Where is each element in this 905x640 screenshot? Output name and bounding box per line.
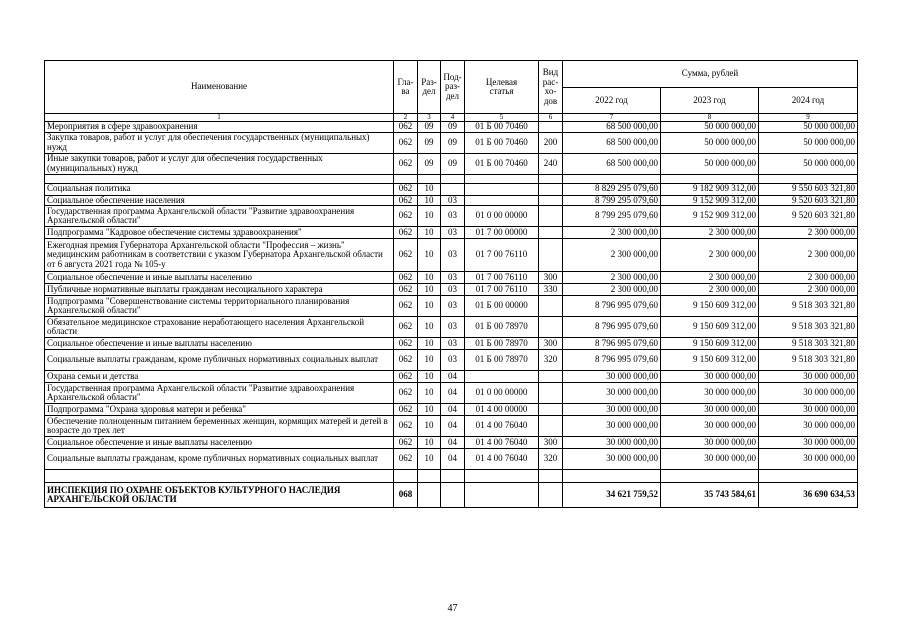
row-chapter: 062 [394, 437, 418, 449]
budget-table [44, 60, 858, 508]
header-year-2023: 2023 год [661, 88, 759, 114]
table-row [45, 338, 858, 350]
row-sum-2024: 9 518 303 321,80 [759, 338, 858, 350]
row-chapter: 062 [394, 371, 418, 383]
row-section [418, 470, 441, 483]
table-row [45, 132, 858, 153]
row-name: Закупка товаров, работ и услуг для обеспечения государственных (муниципальных) нужд [45, 132, 394, 153]
col-index: 4 [441, 114, 465, 122]
row-chapter [394, 470, 418, 483]
row-target-article: 01 4 00 76040 [465, 449, 539, 470]
row-subsection: 04 [441, 404, 465, 416]
col-index: 2 [394, 114, 418, 122]
row-section: 10 [418, 195, 441, 206]
table-row [45, 470, 858, 483]
row-expense-type: 300 [539, 338, 563, 350]
row-expense-type [539, 470, 563, 483]
row-sum-2023: 9 150 609 312,00 [661, 317, 759, 338]
row-chapter: 062 [394, 239, 418, 272]
row-sum-2022: 30 000 000,00 [563, 449, 661, 470]
row-sum-2022: 68 500 000,00 [563, 132, 661, 153]
row-subsection: 03 [441, 296, 465, 317]
header-section: Раз- дел [418, 61, 441, 114]
row-section: 10 [418, 371, 441, 383]
row-section: 09 [418, 132, 441, 153]
table-row [45, 296, 858, 317]
row-section: 10 [418, 296, 441, 317]
table-row [45, 195, 858, 206]
row-sum-2024: 30 000 000,00 [759, 416, 858, 437]
row-sum-2022: 30 000 000,00 [563, 437, 661, 449]
row-subsection: 09 [441, 122, 465, 133]
row-sum-2022: 8 796 995 079,60 [563, 338, 661, 350]
header-sum: Сумма, рублей [563, 61, 858, 88]
row-subsection: 04 [441, 383, 465, 404]
row-target-article: 01 7 00 76110 [465, 284, 539, 296]
table-body [45, 122, 858, 508]
row-target-article: 01 0 00 00000 [465, 206, 539, 227]
row-target-article [465, 195, 539, 206]
row-sum-2024: 2 300 000,00 [759, 284, 858, 296]
row-sum-2023: 9 152 909 312,00 [661, 206, 759, 227]
row-expense-type [539, 483, 563, 508]
row-chapter [394, 174, 418, 183]
row-target-article: 01 Б 00 78970 [465, 338, 539, 350]
row-sum-2023: 50 000 000,00 [661, 132, 759, 153]
column-index-row [45, 114, 858, 122]
row-sum-2024: 30 000 000,00 [759, 404, 858, 416]
row-chapter: 062 [394, 383, 418, 404]
row-name: Государственная программа Архангельской области "Развитие здравоохранения Архангельской области" [45, 206, 394, 227]
row-section: 10 [418, 383, 441, 404]
row-target-article: 01 7 00 00000 [465, 227, 539, 239]
row-sum-2023: 50 000 000,00 [661, 122, 759, 133]
row-expense-type [539, 383, 563, 404]
row-name: ИНСПЕКЦИЯ ПО ОХРАНЕ ОБЪЕКТОВ КУЛЬТУРНОГО НАСЛЕДИЯ АРХАНГЕЛЬСКОЙ ОБЛАСТИ [45, 483, 394, 508]
row-subsection: 03 [441, 272, 465, 284]
row-name: Иные закупки товаров, работ и услуг для обеспечения государственных (муниципальных) нужд [45, 153, 394, 174]
row-section: 09 [418, 122, 441, 133]
row-sum-2023 [661, 174, 759, 183]
row-expense-type: 330 [539, 284, 563, 296]
row-sum-2024 [759, 470, 858, 483]
row-subsection: 09 [441, 153, 465, 174]
row-target-article: 01 7 00 76110 [465, 272, 539, 284]
col-index: 6 [539, 114, 563, 122]
row-expense-type [539, 195, 563, 206]
row-sum-2022: 30 000 000,00 [563, 383, 661, 404]
table-row [45, 350, 858, 371]
row-subsection: 03 [441, 206, 465, 227]
row-sum-2022: 8 796 995 079,60 [563, 317, 661, 338]
row-subsection: 03 [441, 227, 465, 239]
table-row [45, 437, 858, 449]
row-sum-2024: 2 300 000,00 [759, 239, 858, 272]
table-row [45, 227, 858, 239]
row-sum-2024: 2 300 000,00 [759, 272, 858, 284]
row-subsection: 03 [441, 317, 465, 338]
row-section: 10 [418, 227, 441, 239]
row-sum-2023: 9 150 609 312,00 [661, 296, 759, 317]
row-expense-type [539, 183, 563, 195]
row-section: 10 [418, 284, 441, 296]
row-expense-type [539, 404, 563, 416]
row-expense-type [539, 239, 563, 272]
row-section: 10 [418, 350, 441, 371]
row-sum-2024: 30 000 000,00 [759, 383, 858, 404]
row-name: Обеспечение полноценным питанием беременных женщин, кормящих матерей и детей в возрасте до трех лет [45, 416, 394, 437]
row-name: Социальное обеспечение и иные выплаты населению [45, 272, 394, 284]
row-sum-2024: 9 520 603 321,80 [759, 195, 858, 206]
row-expense-type [539, 317, 563, 338]
row-sum-2023: 50 000 000,00 [661, 153, 759, 174]
row-subsection: 03 [441, 284, 465, 296]
row-subsection [441, 483, 465, 508]
row-target-article: 01 Б 00 70460 [465, 122, 539, 133]
row-section: 10 [418, 239, 441, 272]
row-expense-type [539, 371, 563, 383]
row-target-article: 01 4 00 76040 [465, 416, 539, 437]
table-row [45, 206, 858, 227]
row-chapter: 062 [394, 132, 418, 153]
row-chapter: 062 [394, 153, 418, 174]
row-target-article: 01 Б 00 70460 [465, 153, 539, 174]
row-chapter: 062 [394, 206, 418, 227]
row-target-article: 01 7 00 76110 [465, 239, 539, 272]
table-row [45, 122, 858, 133]
row-sum-2023: 30 000 000,00 [661, 437, 759, 449]
row-sum-2022: 30 000 000,00 [563, 404, 661, 416]
row-sum-2024: 9 520 603 321,80 [759, 206, 858, 227]
row-sum-2022: 8 829 295 079,60 [563, 183, 661, 195]
row-section: 10 [418, 437, 441, 449]
row-name: Подпрограмма "Совершенствование системы территориального планирования Архангельской области" [45, 296, 394, 317]
row-name: Охрана семьи и детства [45, 371, 394, 383]
row-subsection: 04 [441, 416, 465, 437]
col-index: 3 [418, 114, 441, 122]
row-target-article [465, 183, 539, 195]
row-sum-2024: 50 000 000,00 [759, 153, 858, 174]
row-sum-2024: 36 690 634,53 [759, 483, 858, 508]
row-name: Обязательное медицинское страхование неработающего населения Архангельской области [45, 317, 394, 338]
col-index: 1 [45, 114, 394, 122]
row-section: 10 [418, 338, 441, 350]
row-sum-2024: 9 550 603 321,80 [759, 183, 858, 195]
row-sum-2022: 30 000 000,00 [563, 416, 661, 437]
row-subsection: 03 [441, 195, 465, 206]
row-chapter: 062 [394, 195, 418, 206]
row-sum-2022 [563, 470, 661, 483]
row-expense-type: 320 [539, 350, 563, 371]
table-row [45, 272, 858, 284]
row-subsection [441, 183, 465, 195]
row-name: Социальные выплаты гражданам, кроме публичных нормативных социальных выплат [45, 350, 394, 371]
row-section: 10 [418, 416, 441, 437]
row-name [45, 174, 394, 183]
row-subsection: 03 [441, 239, 465, 272]
table-row [45, 383, 858, 404]
row-expense-type [539, 122, 563, 133]
page-number: 47 [447, 603, 458, 614]
table-row [45, 317, 858, 338]
col-index: 9 [759, 114, 858, 122]
row-chapter: 062 [394, 296, 418, 317]
table-row [45, 183, 858, 195]
row-sum-2023: 2 300 000,00 [661, 239, 759, 272]
row-target-article [465, 371, 539, 383]
row-name: Социальное обеспечение и иные выплаты населению [45, 338, 394, 350]
row-target-article: 01 4 00 00000 [465, 404, 539, 416]
row-target-article [465, 174, 539, 183]
row-sum-2024: 30 000 000,00 [759, 371, 858, 383]
header-name: Наименование [45, 61, 394, 114]
row-chapter: 062 [394, 449, 418, 470]
row-target-article [465, 470, 539, 483]
row-name [45, 470, 394, 483]
row-sum-2024 [759, 174, 858, 183]
row-name: Подпрограмма "Кадровое обеспечение системы здравоохранения" [45, 227, 394, 239]
row-expense-type: 300 [539, 272, 563, 284]
row-sum-2022: 8 796 995 079,60 [563, 350, 661, 371]
row-chapter: 062 [394, 317, 418, 338]
row-expense-type [539, 227, 563, 239]
table-row [45, 284, 858, 296]
row-sum-2022: 34 621 759,52 [563, 483, 661, 508]
row-name: Социальное обеспечение и иные выплаты населению [45, 437, 394, 449]
row-chapter: 062 [394, 338, 418, 350]
row-name: Подпрограмма "Охрана здоровья матери и ребенка" [45, 404, 394, 416]
row-target-article: 01 Б 00 70460 [465, 132, 539, 153]
row-sum-2023: 2 300 000,00 [661, 284, 759, 296]
row-sum-2024: 30 000 000,00 [759, 437, 858, 449]
row-sum-2024: 50 000 000,00 [759, 132, 858, 153]
row-subsection [441, 174, 465, 183]
row-sum-2023: 30 000 000,00 [661, 449, 759, 470]
row-chapter: 062 [394, 284, 418, 296]
row-expense-type: 300 [539, 437, 563, 449]
row-section: 10 [418, 449, 441, 470]
row-sum-2024: 30 000 000,00 [759, 449, 858, 470]
row-subsection: 04 [441, 449, 465, 470]
header-target-article: Целевая статья [465, 61, 539, 114]
row-sum-2024: 50 000 000,00 [759, 122, 858, 133]
row-sum-2022: 68 500 000,00 [563, 153, 661, 174]
row-target-article: 01 4 00 76040 [465, 437, 539, 449]
row-target-article: 01 Б 00 78970 [465, 350, 539, 371]
row-target-article: 01 Б 00 00000 [465, 296, 539, 317]
row-section: 10 [418, 183, 441, 195]
col-index: 8 [661, 114, 759, 122]
row-section: 10 [418, 317, 441, 338]
row-sum-2023: 2 300 000,00 [661, 272, 759, 284]
header-year-2022: 2022 год [563, 88, 661, 114]
row-sum-2022: 8 799 295 079,60 [563, 206, 661, 227]
row-sum-2022: 2 300 000,00 [563, 284, 661, 296]
row-chapter: 062 [394, 272, 418, 284]
row-expense-type [539, 174, 563, 183]
row-sum-2024: 9 518 303 321,80 [759, 317, 858, 338]
row-sum-2023: 30 000 000,00 [661, 383, 759, 404]
row-chapter: 068 [394, 483, 418, 508]
row-sum-2023: 30 000 000,00 [661, 371, 759, 383]
row-sum-2022: 68 500 000,00 [563, 122, 661, 133]
row-sum-2023: 9 150 609 312,00 [661, 338, 759, 350]
table-row [45, 174, 858, 183]
row-sum-2022: 30 000 000,00 [563, 371, 661, 383]
row-sum-2022: 2 300 000,00 [563, 227, 661, 239]
row-sum-2024: 9 518 303 321,80 [759, 350, 858, 371]
header-expense-type: Вид рас- хо- дов [539, 61, 563, 114]
table-row [45, 483, 858, 508]
row-expense-type: 320 [539, 449, 563, 470]
row-section: 10 [418, 404, 441, 416]
table-row [45, 371, 858, 383]
row-name: Социальное обеспечение населения [45, 195, 394, 206]
row-expense-type [539, 296, 563, 317]
table-row [45, 404, 858, 416]
row-subsection: 04 [441, 371, 465, 383]
row-sum-2022: 2 300 000,00 [563, 239, 661, 272]
row-target-article [465, 483, 539, 508]
row-sum-2023: 9 182 909 312,00 [661, 183, 759, 195]
row-sum-2023: 35 743 584,61 [661, 483, 759, 508]
row-section: 10 [418, 272, 441, 284]
row-name: Социальная политика [45, 183, 394, 195]
row-sum-2023: 9 152 909 312,00 [661, 195, 759, 206]
row-sum-2023: 9 150 609 312,00 [661, 350, 759, 371]
row-sum-2023: 2 300 000,00 [661, 227, 759, 239]
row-name: Социальные выплаты гражданам, кроме публичных нормативных социальных выплат [45, 449, 394, 470]
header-subsection: Под- раз- дел [441, 61, 465, 114]
row-sum-2022 [563, 174, 661, 183]
row-sum-2023: 30 000 000,00 [661, 404, 759, 416]
row-chapter: 062 [394, 404, 418, 416]
col-index: 7 [563, 114, 661, 122]
row-chapter: 062 [394, 122, 418, 133]
row-subsection [441, 470, 465, 483]
row-name: Ежегодная премия Губернатора Архангельской области "Профессия – жизнь" медицинским работникам в соответствии с указом Губернатора Архангельской области от 6 августа 2021 года № 105-у [45, 239, 394, 272]
table-row [45, 449, 858, 470]
row-section: 09 [418, 153, 441, 174]
table-row [45, 416, 858, 437]
row-expense-type: 240 [539, 153, 563, 174]
row-sum-2024: 2 300 000,00 [759, 227, 858, 239]
header-year-2024: 2024 год [759, 88, 858, 114]
table-row [45, 239, 858, 272]
row-name: Мероприятия в сфере здравоохранения [45, 122, 394, 133]
row-chapter: 062 [394, 183, 418, 195]
row-target-article: 01 0 00 00000 [465, 383, 539, 404]
row-section [418, 483, 441, 508]
row-expense-type [539, 206, 563, 227]
row-expense-type [539, 416, 563, 437]
row-subsection: 03 [441, 350, 465, 371]
row-name: Публичные нормативные выплаты гражданам несоциального характера [45, 284, 394, 296]
row-subsection: 09 [441, 132, 465, 153]
row-chapter: 062 [394, 227, 418, 239]
row-sum-2024: 9 518 303 321,80 [759, 296, 858, 317]
row-sum-2022: 2 300 000,00 [563, 272, 661, 284]
col-index: 5 [465, 114, 539, 122]
row-sum-2023: 30 000 000,00 [661, 416, 759, 437]
row-chapter: 062 [394, 350, 418, 371]
row-subsection: 03 [441, 338, 465, 350]
row-subsection: 04 [441, 437, 465, 449]
row-sum-2023 [661, 470, 759, 483]
row-expense-type: 200 [539, 132, 563, 153]
row-chapter: 062 [394, 416, 418, 437]
row-section [418, 174, 441, 183]
table-row [45, 153, 858, 174]
row-target-article: 01 Б 00 78970 [465, 317, 539, 338]
row-section: 10 [418, 206, 441, 227]
row-name: Государственная программа Архангельской области "Развитие здравоохранения Архангельской области" [45, 383, 394, 404]
row-sum-2022: 8 796 995 079,60 [563, 296, 661, 317]
header-chapter: Гла- ва [394, 61, 418, 114]
row-sum-2022: 8 799 295 079,60 [563, 195, 661, 206]
